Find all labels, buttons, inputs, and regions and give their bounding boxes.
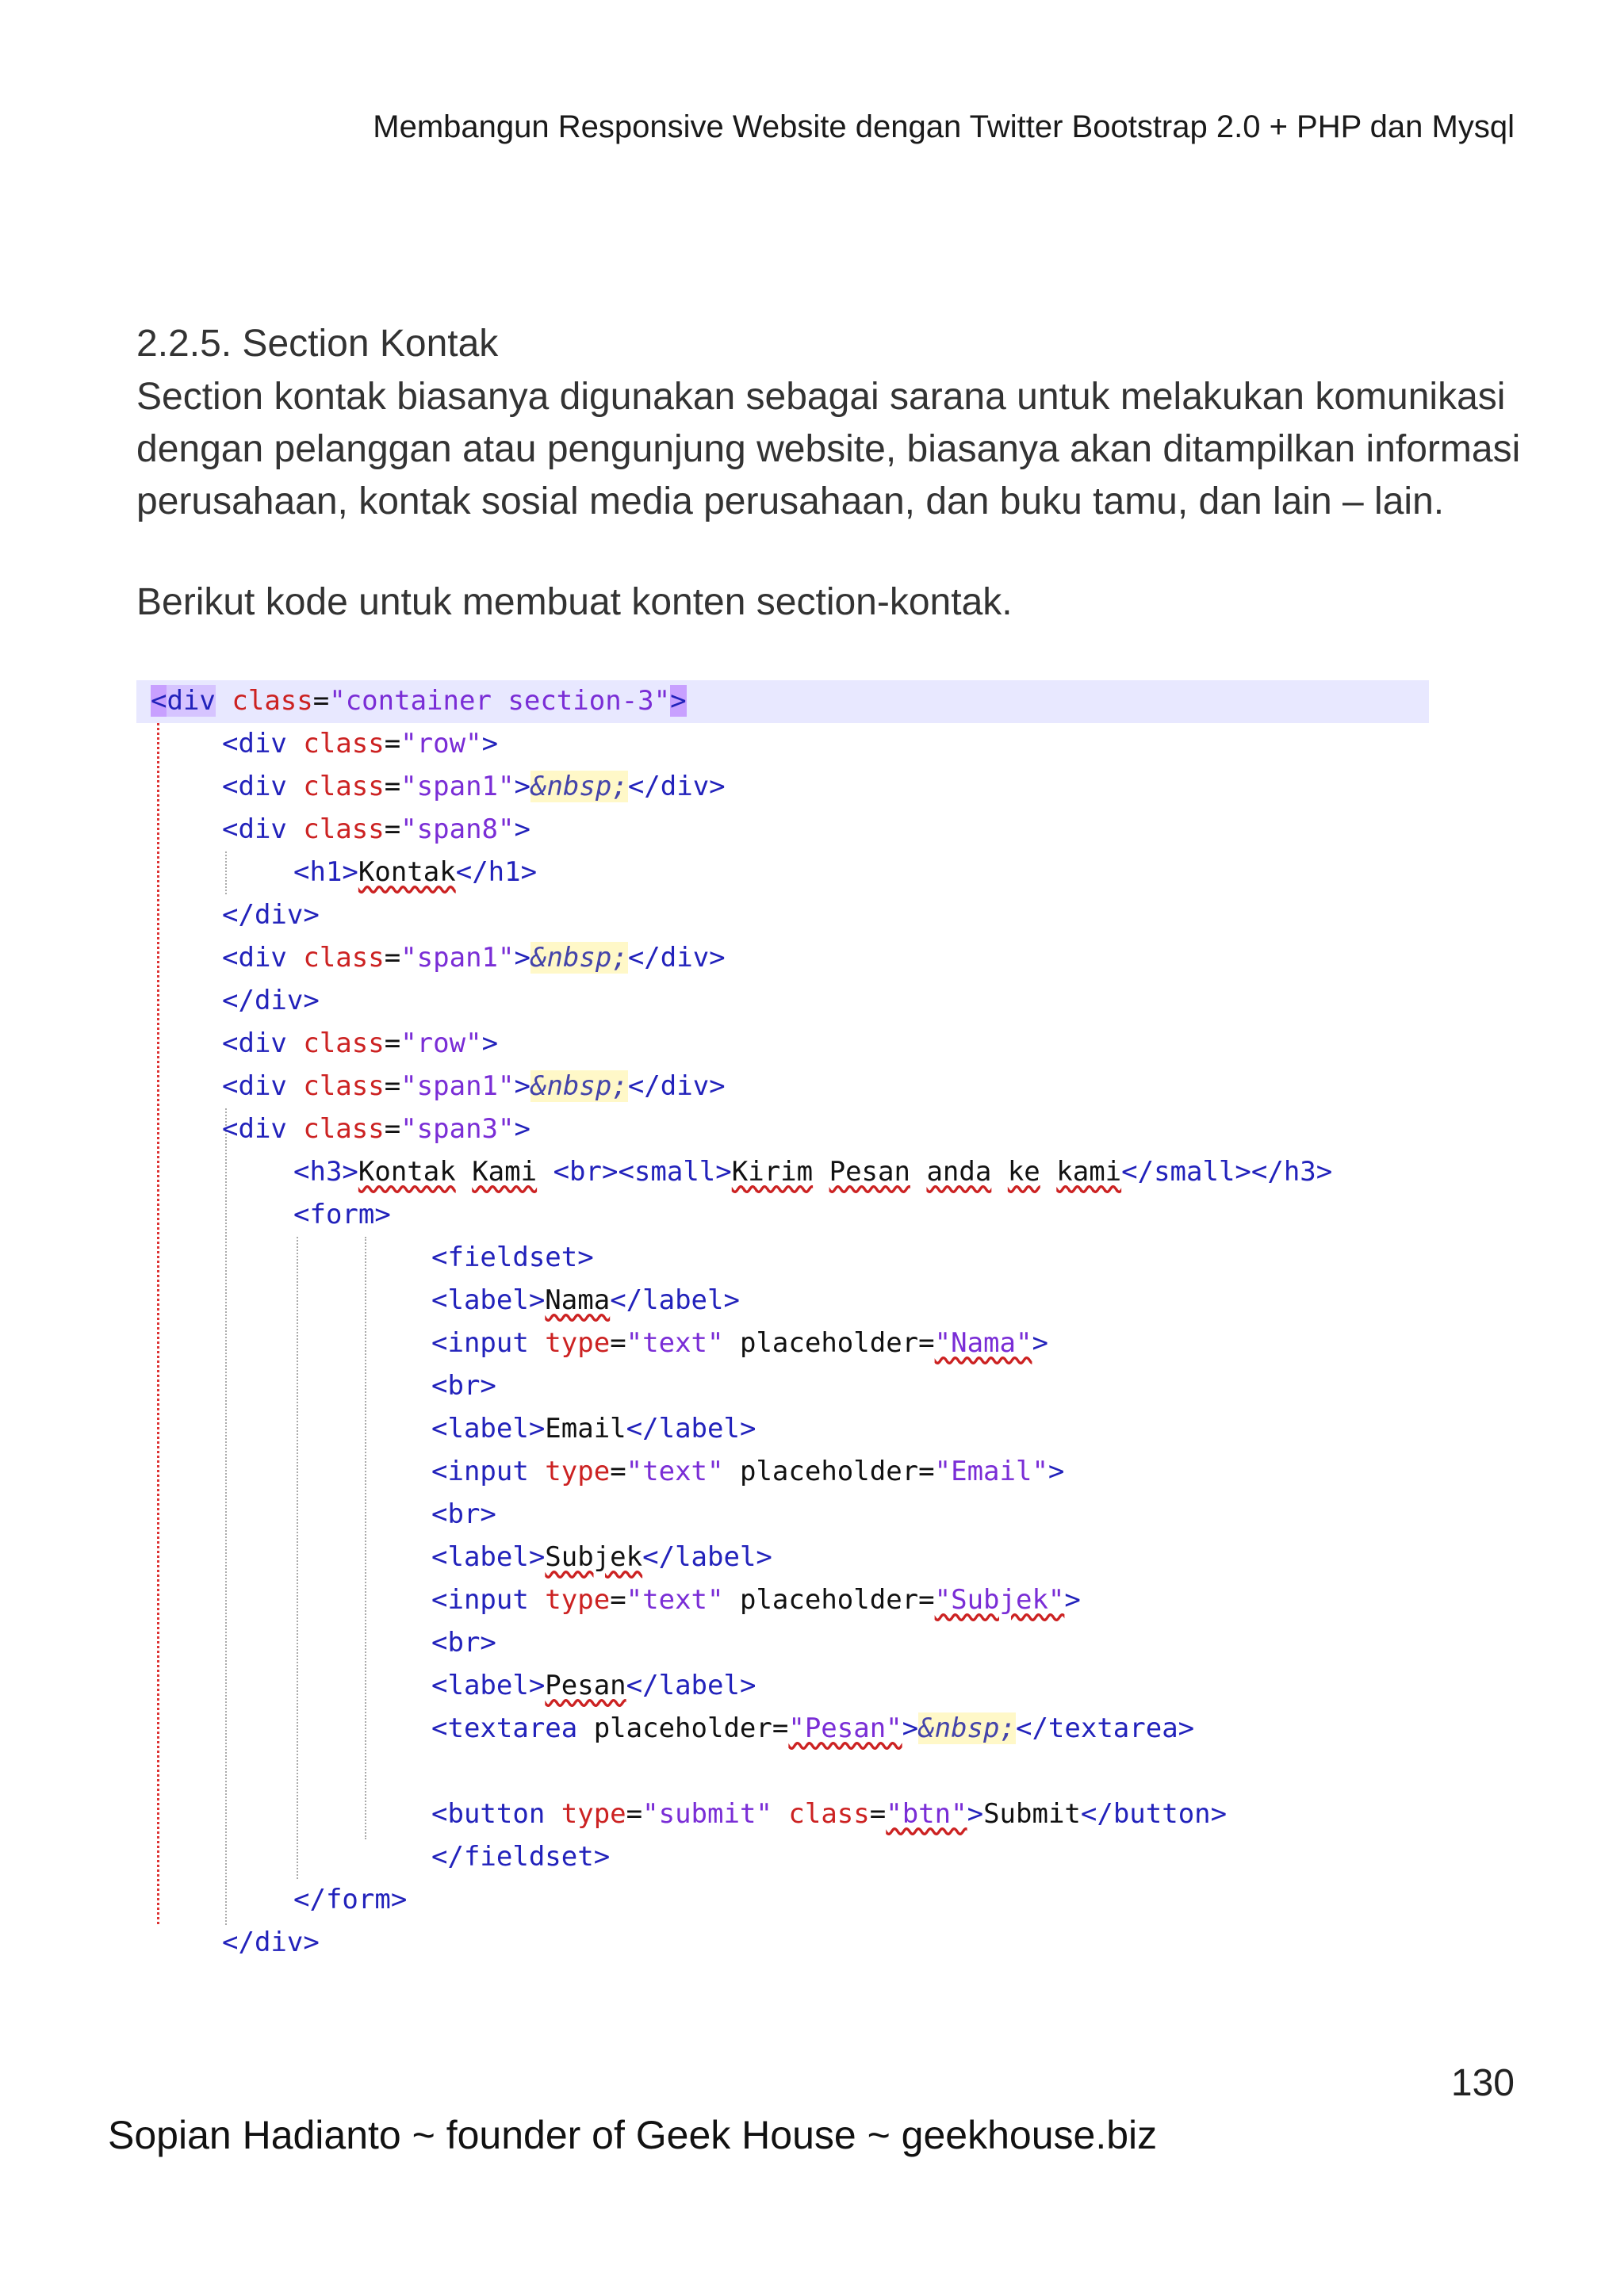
code-line: <input type="text" placeholder="Nama">: [431, 1327, 1048, 1359]
page-number: 130: [1450, 2062, 1515, 2104]
code-line: <div class="row">: [222, 1027, 499, 1059]
code-line: <div class="row">: [222, 728, 499, 760]
code-line: <div class="span1">&nbsp;</div>: [222, 942, 726, 974]
running-header: Membangun Responsive Website dengan Twitter Bootstrap 2.0 + PHP dan Mysql: [373, 109, 1515, 144]
section-heading: 2.2.5. Section Kontak: [136, 323, 499, 365]
code-line: <textarea placeholder="Pesan">&nbsp;</textarea>: [431, 1712, 1195, 1744]
code-line: <div class="span1">&nbsp;</div>: [222, 771, 726, 802]
code-line: <button type="submit" class="btn">Submit</button>: [431, 1798, 1228, 1830]
indent-guide: [225, 851, 227, 894]
paragraph-line: dengan pelanggan atau pengunjung website, biasanya akan ditampilkan informasi: [136, 428, 1521, 470]
code-line: <br>: [431, 1627, 496, 1659]
paragraph-line: Section kontak biasanya digunakan sebagai sarana untuk melakukan komunikasi: [136, 376, 1506, 418]
code-line: <label>Nama</label>: [431, 1284, 740, 1316]
code-line: <div class="container section-3">: [151, 685, 687, 717]
indent-guide: [297, 1237, 298, 1879]
code-line: <input type="text" placeholder="Subjek">: [431, 1584, 1081, 1616]
fold-guide: [157, 723, 159, 1924]
code-line: <div class="span1">&nbsp;</div>: [222, 1070, 726, 1102]
code-line: </form>: [293, 1884, 408, 1915]
section-paragraph: [136, 371, 1521, 528]
code-line: </div>: [222, 899, 320, 931]
code-line: <label>Email</label>: [431, 1413, 756, 1445]
code-line: <br>: [431, 1370, 496, 1402]
code-line: <input type="text" placeholder="Email">: [431, 1456, 1065, 1487]
lead-text: Berikut kode untuk membuat konten section-kontak.: [136, 581, 1013, 623]
code-line: </div>: [222, 985, 320, 1016]
page-footer: Sopian Hadianto ~ founder of Geek House ~ geekhouse.biz: [108, 2113, 1158, 2157]
code-line: <form>: [293, 1199, 391, 1230]
code-line: <div class="span8">: [222, 813, 530, 845]
code-screenshot: [136, 680, 1588, 1957]
code-line: <label>Subjek</label>: [431, 1541, 772, 1573]
code-line: <div class="span3">: [222, 1113, 530, 1145]
code-line: <label>Pesan</label>: [431, 1670, 756, 1701]
paragraph-line: perusahaan, kontak sosial media perusahaan, dan buku tamu, dan lain – lain.: [136, 480, 1445, 522]
code-line: <fieldset>: [431, 1242, 594, 1273]
code-line: </fieldset>: [431, 1841, 611, 1873]
code-line: <br>: [431, 1498, 496, 1530]
code-line: <h3>Kontak Kami <br><small>Kirim Pesan anda ke kami</small></h3>: [293, 1156, 1333, 1188]
indent-guide: [365, 1237, 366, 1839]
indent-guide: [225, 1108, 227, 1925]
code-line: <h1>Kontak</h1>: [293, 856, 538, 888]
code-line: </div>: [222, 1927, 320, 1958]
